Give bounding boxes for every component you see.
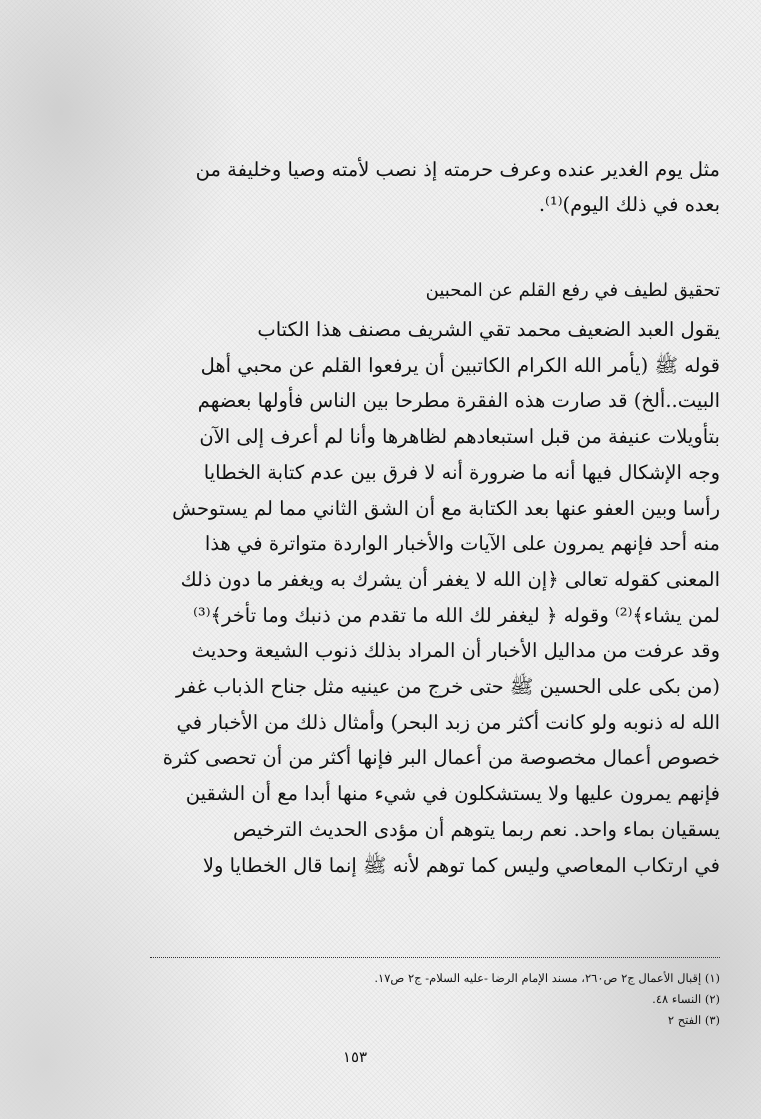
page-number: ١٥٣	[342, 1048, 368, 1066]
footnote-2: (٢) النساء ٤٨.	[652, 992, 720, 1006]
text-line: لمن يشاء﴾⁽²⁾ وقوله ﴿ ليغفر لك الله ما تقدم من ذنبك وما تأخر﴾⁽³⁾	[193, 603, 720, 627]
body-paragraph	[150, 312, 720, 883]
text-line: يسقيان بماء واحد. نعم ربما يتوهم أن مؤدى الحديث الترخيص	[232, 817, 720, 841]
footnote-1: (١) إقبال الأعمال ج٢ ص٢٦٠، مسند الإمام الرضا -عليه السلام- ج٢ ص١٧.	[374, 971, 720, 985]
text-line: بعده في ذلك اليوم)⁽¹⁾.	[538, 193, 720, 216]
text-line: خصوص أعمال مخصوصة من أعمال البر فإنها أكثر من أن تحصى كثرة	[162, 746, 720, 770]
text-line: يقول العبد الضعيف محمد تقي الشريف مصنف هذا الكتاب	[257, 318, 720, 341]
footnotes	[150, 968, 720, 1031]
text-line: وقد عرفت من مداليل الأخبار أن المراد بذلك ذنوب الشيعة وحديث	[191, 639, 720, 663]
text-line: بتأويلات عنيفة من قبل استبعادهم لظاهرها وأنا لم أعرف إلى الآن	[199, 425, 720, 449]
text-line: وجه الإشكال فيها أنه ما ضرورة أنه لا فرق بين عدم كتابة الخطايا	[203, 460, 720, 484]
text-line: المعنى كقوله تعالى ﴿إن الله لا يغفر أن يشرك به ويغفر ما دون ذلك	[180, 567, 720, 591]
text-line: مثل يوم الغدير عنده وعرف حرمته إذ نصب لأمته وصيا وخليفة من	[195, 158, 720, 181]
text-line: الله له ذنوبه ولو كانت أكثر من زبد البحر) وأمثال ذلك من الأخبار في	[176, 710, 720, 734]
text-line: فإنهم يمرون عليها ولا يستشكلون في شيء منها أبدا مع أن الشقين	[185, 782, 720, 806]
text-line: في ارتكاب المعاصي وليس كما توهم لأنه ﷺ إنما قال الخطايا ولا	[202, 853, 720, 877]
section-heading: تحقيق لطيف في رفع القلم عن المحبين	[425, 280, 720, 301]
text-line: رأسا وبين العفو عنها بعد الكتابة مع أن الشق الثاني مما لم يستوحش	[172, 496, 720, 520]
text-line: منه أحد فإنهم يمرون على الآيات والأخبار الواردة متواترة في هذا	[204, 532, 720, 556]
text-line: قوله ﷺ (يأمر الله الكرام الكاتبين أن يرفعوا القلم عن محبي أهل	[200, 353, 720, 377]
text-line: البيت..ألخ) قد صارت هذه الفقرة مطرحا بين الناس فأولها بعضهم	[197, 389, 720, 413]
footnote-divider	[150, 957, 720, 958]
text-line: (من بكى على الحسين ﷺ حتى خرج من عينيه مثل جناح الذباب غفر	[175, 675, 720, 699]
footnote-3: (٣) الفتح ٢	[667, 1013, 720, 1027]
intro-paragraph	[150, 152, 720, 222]
